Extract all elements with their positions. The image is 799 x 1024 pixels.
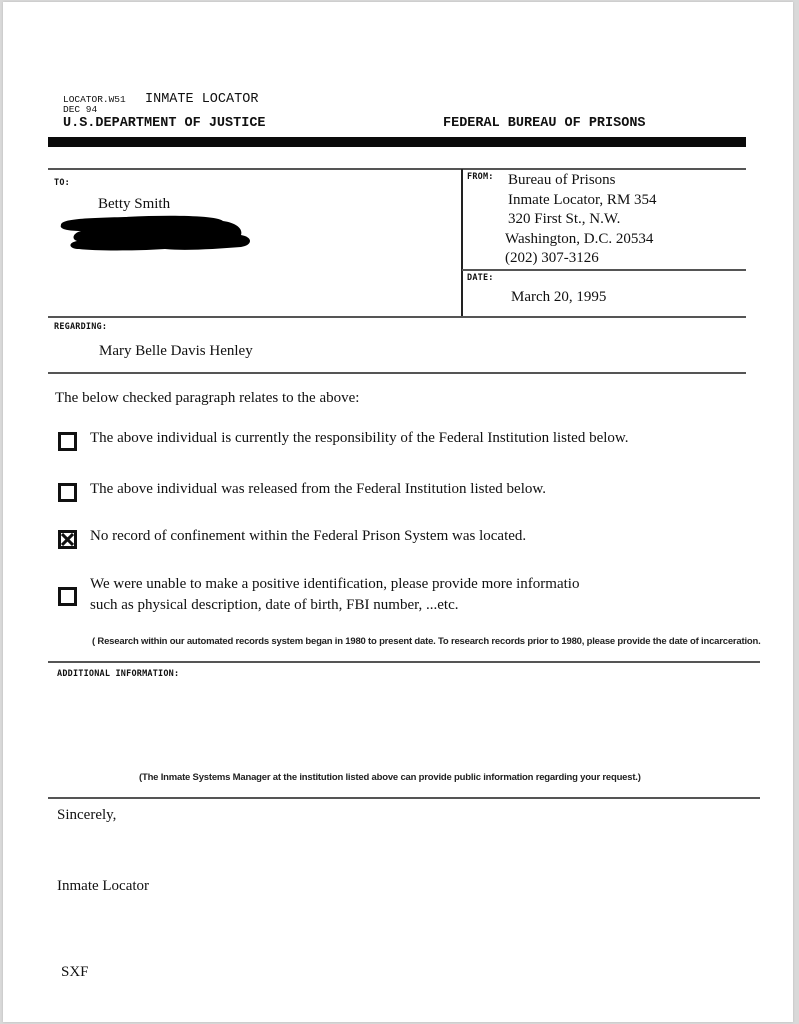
ism-note: (The Inmate Systems Manager at the institution listed above can provide public information regarding your request.) xyxy=(139,772,641,783)
date-label: DATE: xyxy=(467,273,494,283)
checkbox-empty[interactable] xyxy=(58,587,77,606)
research-note: ( Research within our automated records system began in 1980 to present date. To research records prior to 1980, please provide the date of incarceration. xyxy=(92,636,761,647)
signer-name: Inmate Locator xyxy=(57,878,150,894)
sender-line: Bureau of Prisons xyxy=(508,172,616,188)
option-text: No record of confinement within the Federal Prison System was located. xyxy=(90,528,527,544)
divider-checklist xyxy=(48,372,746,374)
header-rule xyxy=(48,137,746,147)
x-mark-icon xyxy=(61,533,74,546)
form-title: INMATE LOCATOR xyxy=(145,92,259,107)
regarding-label: REGARDING: xyxy=(54,322,108,332)
redacted-address xyxy=(55,215,255,253)
date-value: March 20, 1995 xyxy=(511,289,607,305)
checklist-intro: The below checked paragraph relates to the above: xyxy=(55,390,360,406)
divider-top xyxy=(48,168,746,170)
regarding-value: Mary Belle Davis Henley xyxy=(99,343,253,359)
sender-line: Inmate Locator, RM 354 xyxy=(508,191,657,208)
additional-info-label: ADDITIONAL INFORMATION: xyxy=(57,669,180,679)
recipient-name: Betty Smith xyxy=(98,196,171,212)
department-name: U.S.DEPARTMENT OF JUSTICE xyxy=(63,116,266,131)
option-text: We were unable to make a positive identification, please provide more informatio xyxy=(90,576,580,592)
document-page xyxy=(3,2,793,1022)
from-label: FROM: xyxy=(467,172,494,182)
divider-regarding xyxy=(48,316,746,318)
option-text: The above individual is currently the responsibility of the Federal Institution listed below. xyxy=(90,430,629,446)
sender-line: (202) 307-3126 xyxy=(505,250,599,266)
option-text: The above individual was released from the Federal Institution listed below. xyxy=(90,481,546,497)
sender-line: Washington, D.C. 20534 xyxy=(505,230,654,247)
option-text-continued: such as physical description, date of birth, FBI number, ...etc. xyxy=(90,597,459,613)
checkbox-empty[interactable] xyxy=(58,483,77,502)
sender-line: 320 First St., N.W. xyxy=(508,211,621,227)
sender-address xyxy=(505,171,657,269)
divider-closing xyxy=(48,797,760,799)
form-id: LOCATOR.W51 xyxy=(63,94,126,105)
divider-vertical xyxy=(461,169,463,317)
divider-additional xyxy=(48,661,760,663)
form-date: DEC 94 xyxy=(63,104,98,115)
form-id-block xyxy=(63,95,126,115)
divider-date xyxy=(462,269,746,271)
to-label: TO: xyxy=(54,178,70,188)
typist-initials: SXF xyxy=(61,964,89,980)
checkbox-checked[interactable] xyxy=(58,530,77,549)
agency-name: FEDERAL BUREAU OF PRISONS xyxy=(443,116,646,131)
closing-salutation: Sincerely, xyxy=(57,807,117,823)
checkbox-empty[interactable] xyxy=(58,432,77,451)
